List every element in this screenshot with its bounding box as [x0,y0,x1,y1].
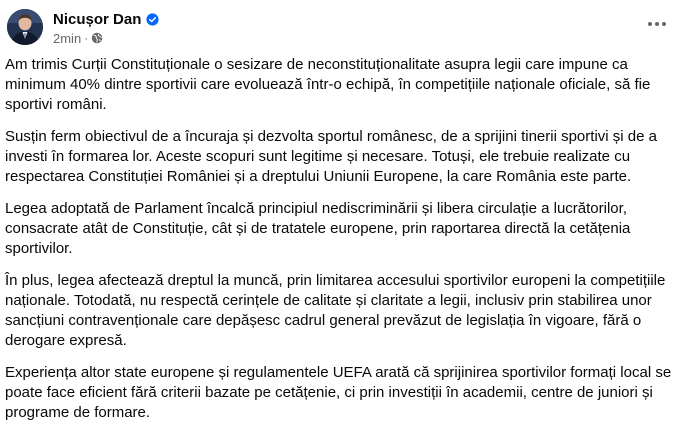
post-meta [53,30,103,46]
more-options-icon [647,21,667,27]
author-line [53,9,159,29]
avatar-image [7,9,43,45]
post-timestamp[interactable]: 2min [53,30,82,46]
more-options-button[interactable] [641,10,673,38]
post-paragraph: Am trimis Curții Constituționale o sesizare de neconstituționalitate asupra legii care impune ca minimum 40% dintre sportivii care evoluează într-o echipă, în competițiile naționale oficiale, să fie sportivi români. [5,56,651,113]
post-paragraph: Experiența altor state europene și regulamentele UEFA arată că sprijinirea sportivilor formați local se poate face eficient fără criterii bazate pe cetățenie, ci prin investiții în academii, centre de juniori și programe de formare. [5,364,672,421]
post-header [0,0,681,52]
author-name[interactable]: Nicușor Dan [53,10,142,28]
post-paragraph: Legea adoptată de Parlament încalcă principiul nediscriminării și libera circulație a lucrătorilor, consacrate atât de Constituție, cât și de tratatele europene, prin raportarea directă la cetățenia sportivilor. [5,200,631,257]
meta-separator: · [84,31,89,45]
post-body [5,55,673,435]
public-globe-icon[interactable] [91,32,103,44]
avatar[interactable] [7,9,43,45]
post-paragraph: În plus, legea afectează dreptul la muncă, prin limitarea accesului sportivilor europeni la competițiile naționale. Totodată, nu respectă cerințele de calitate și claritate a legii, inclusiv prin stabilirea unor sancțiuni contravenționale care depășesc cadrul general prevăzut de legislația în vigoare, fără o derogare expresă. [5,272,666,349]
post-paragraph: Susțin ferm obiectivul de a încuraja și dezvolta sportul românesc, de a sprijini tinerii sportivi și de a investi în formarea lor. Aceste scopuri sunt legitime și necesare. Totuși, ele trebuie realizate cu respectarea Constituției României și a dreptului Uniunii Europene, la care România este parte. [5,128,657,185]
verified-badge-icon [146,13,159,26]
